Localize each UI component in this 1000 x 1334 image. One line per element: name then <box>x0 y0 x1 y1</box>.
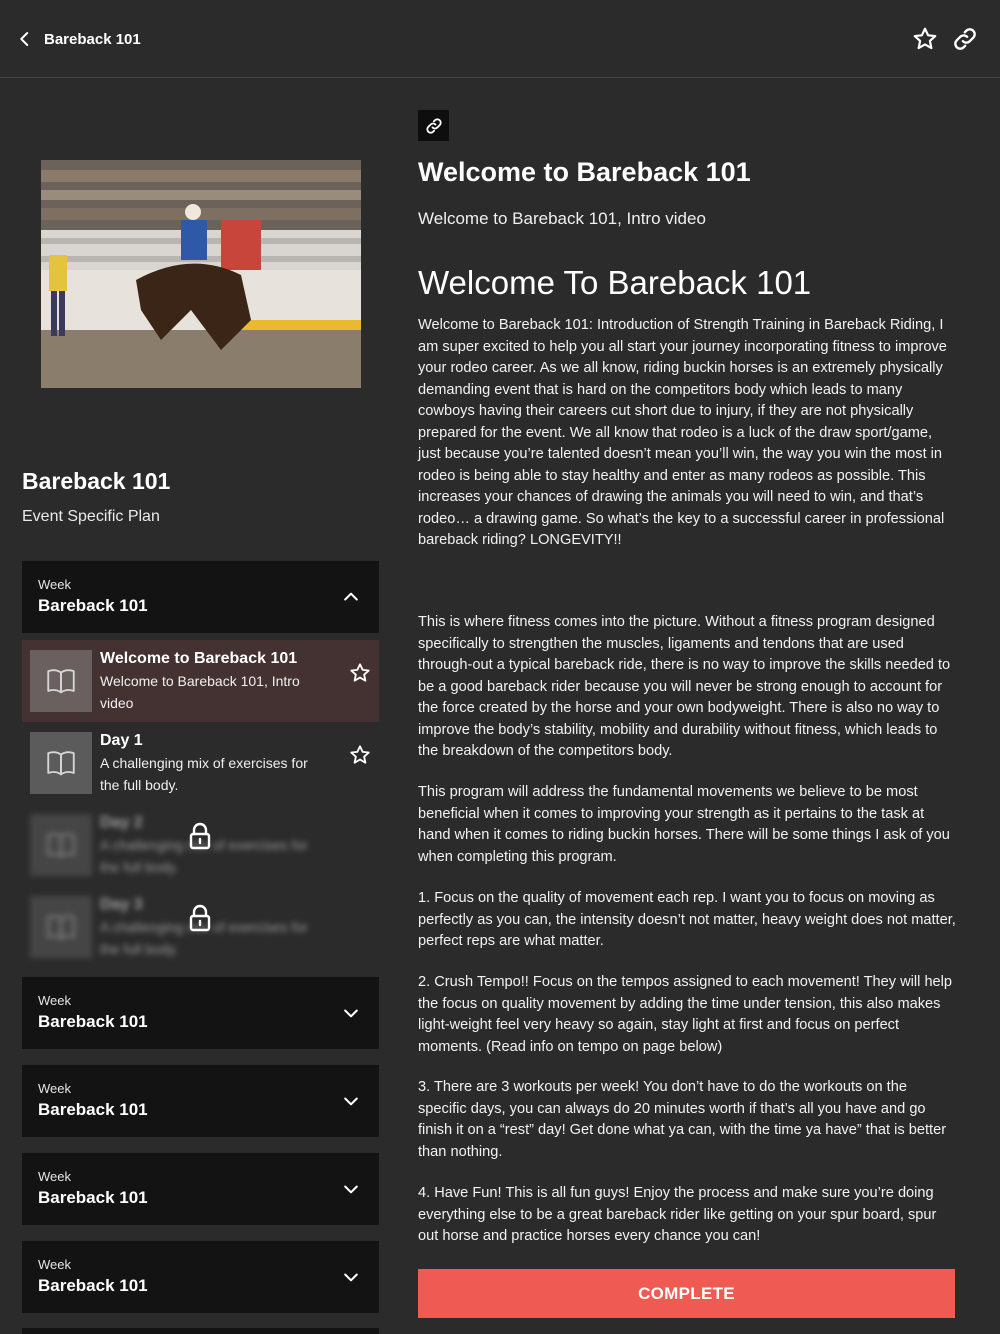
book-icon <box>44 746 78 780</box>
lock-icon <box>188 822 212 850</box>
plan-subtitle: Event Specific Plan <box>22 508 160 525</box>
content-subtitle: Welcome to Bareback 101, Intro video <box>418 209 706 228</box>
plan-title: Bareback 101 <box>22 468 171 494</box>
lesson-item-day-1[interactable] <box>22 722 379 804</box>
lesson-thumbnail <box>30 732 92 794</box>
chevron-down-icon <box>341 1091 361 1111</box>
chevron-down-icon <box>341 1003 361 1023</box>
week-header-2[interactable] <box>22 977 379 1049</box>
week-title: Bareback 101 <box>38 1276 148 1295</box>
lock-icon <box>188 904 212 932</box>
content-paragraph-6: 3. There are 3 workouts per week! You don’t have to do the workouts on the specific days, you can always do 20 minutes worth if that’s all you have and go finish it on a “rest” day! Get done what ya can, with the time ya have” that is better than nothing. <box>418 1079 947 1160</box>
link-icon <box>425 117 443 135</box>
week-title: Bareback 101 <box>38 596 148 615</box>
content-paragraph-1: Welcome to Bareback 101: Introduction of Strength Training in Bareback Riding, I am super excited to help you all start your journey incorporating fitness to improve your rodeo career. As we all know, riding buckin horses is an extremely physically demanding event that is hard on the competitors body which leads to many cowboys having their careers cut short due to injury, if they are not physically prepared for the event. We all know that rodeo is a luck of the draw sport/game, just because you’re talented doesn’t mean you’ll win, the way you win the most in rodeo is being able to stay healthy and enter as many rodeos as possible. This increases your chances of drawing the animals you will need to win, and that’s rodeo… a drawing game. So what’s the key to a successful career in professional bareback riding? LONGEVITY!! <box>418 317 947 548</box>
top-bar <box>0 0 1000 78</box>
lesson-item-day-2 <box>22 804 379 886</box>
content-paragraph-7: 4. Have Fun! This is all fun guys! Enjoy the process and make sure you’re doing everything else to be a great bareback rider like getting on your spur board, spur out horse and practice horses every chance you can! <box>418 1185 937 1244</box>
week-label: Week <box>38 1257 71 1272</box>
lesson-description: Welcome to Bareback 101, Intro video <box>100 673 300 711</box>
complete-button[interactable]: COMPLETE <box>418 1269 955 1318</box>
chevron-up-icon <box>341 587 361 607</box>
lesson-description: A challenging mix of exercises for the full body. <box>100 755 308 793</box>
chevron-left-icon <box>16 30 34 48</box>
lesson-title: Day 1 <box>100 732 143 749</box>
lesson-thumbnail <box>30 896 92 958</box>
week-header-6[interactable] <box>22 1328 379 1334</box>
content-paragraph-4: 1. Focus on the quality of movement each rep. I want you to focus on moving as perfectly as you can, the intensity doesn’t not matter, heavy weight does not matter, perfect reps are what matter. <box>418 890 956 949</box>
content-paragraph-2: This is where fitness comes into the picture. Without a fitness program designed specifically to strengthen the muscles, ligaments and tendons that are used through-out a typical bareback ride, there is no way to improve the skills needed to be a good bareback rider because you will never be strong enough to account for the force created by the horse and your own bodyweight. There is also no way to improve the body’s stability, mobility and durability without fitness, which leads to the breakdown of the competitors body. <box>418 614 951 759</box>
lesson-title: Day 3 <box>100 896 143 913</box>
content-heading: Welcome To Bareback 101 <box>418 264 812 301</box>
lesson-description: A challenging mix of exercises for the full body. <box>100 919 308 957</box>
week-title: Bareback 101 <box>38 1100 148 1119</box>
star-icon <box>349 744 371 766</box>
content-title: Welcome to Bareback 101 <box>418 157 751 187</box>
week-header-4[interactable] <box>22 1153 379 1225</box>
week-label: Week <box>38 577 71 592</box>
lesson-title: Day 2 <box>100 814 143 831</box>
lesson-thumbnail <box>30 650 92 712</box>
content-link-button[interactable] <box>418 110 449 141</box>
content-paragraph-5: 2. Crush Tempo!! Focus on the tempos assigned to each movement! They will help the focus on quality movement by adding the time under tension, this also makes light-weight feel very heavy so again, stay light at first and focus on perfect moments. (Read info on tempo on page below) <box>418 974 953 1055</box>
chevron-down-icon <box>341 1179 361 1199</box>
lesson-item-day-3 <box>22 886 379 968</box>
week-title: Bareback 101 <box>38 1188 148 1207</box>
back-button[interactable] <box>16 24 141 54</box>
plan-hero-image <box>41 160 361 388</box>
chevron-down-icon <box>341 1267 361 1287</box>
week-label: Week <box>38 1169 71 1184</box>
star-icon <box>912 26 938 52</box>
book-icon <box>44 828 78 862</box>
lesson-thumbnail <box>30 814 92 876</box>
week-label: Week <box>38 1081 71 1096</box>
back-title: Bareback 101 <box>44 30 141 48</box>
week-title: Bareback 101 <box>38 1012 148 1031</box>
star-icon <box>349 662 371 684</box>
lesson-favorite-button[interactable] <box>349 662 371 684</box>
favorite-button[interactable] <box>912 26 938 52</box>
lesson-description: A challenging mix of exercises for the full body. <box>100 837 308 875</box>
week-header-1[interactable] <box>22 561 379 633</box>
book-icon <box>44 910 78 944</box>
content-paragraph-3: This program will address the fundamental movements we believe to be most beneficial when it comes to improving your strength as it pertains to the task at hand when it comes to riding buckin horses. There will be some things I ask of you when completing this program. <box>418 784 950 865</box>
lesson-item-welcome[interactable] <box>22 640 379 722</box>
lesson-title: Welcome to Bareback 101 <box>100 650 298 667</box>
lesson-favorite-button[interactable] <box>349 744 371 766</box>
week-header-3[interactable] <box>22 1065 379 1137</box>
week-label: Week <box>38 993 71 1008</box>
share-link-button[interactable] <box>952 26 978 52</box>
book-icon <box>44 664 78 698</box>
week-header-5[interactable] <box>22 1241 379 1313</box>
link-icon <box>952 26 978 52</box>
